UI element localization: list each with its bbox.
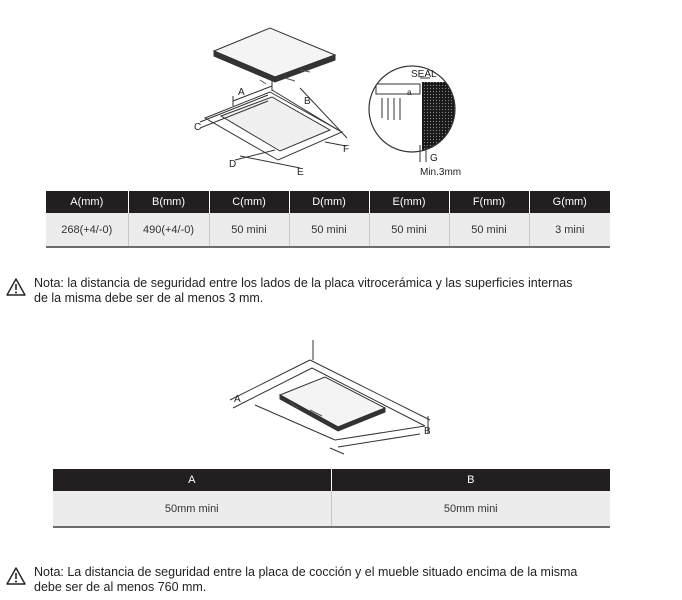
col-header-b: B(mm): [128, 191, 209, 213]
wall-clearance-diagram: [0, 330, 682, 460]
cell-b: 490(+4/-0): [128, 213, 209, 247]
table-row: [46, 213, 610, 247]
cutout-illustration: [200, 81, 350, 168]
col-header-a: A(mm): [46, 191, 128, 213]
cutout-dimensions-table: [46, 191, 610, 248]
note-2-line-1: Nota: La distancia de seguridad entre la placa de cocción y el mueble situado encima de la misma: [34, 565, 578, 579]
col-header-e: E(mm): [369, 191, 449, 213]
detail-a-label: a: [407, 88, 412, 97]
cell-d: 50 mini: [289, 213, 369, 247]
label-d: D: [229, 159, 237, 170]
warning-icon: [6, 278, 26, 296]
table-header-row: [53, 469, 610, 491]
cell-f: 50 mini: [449, 213, 529, 247]
min-3mm-label: Min.3mm: [420, 167, 462, 178]
cell-a: 268(+4/-0): [46, 213, 128, 247]
seal-label: SEAL: [411, 69, 437, 80]
col-header-b: B: [331, 469, 610, 491]
safety-note-1: [6, 276, 676, 308]
wall-clearance-table: [53, 469, 610, 528]
cell-e: 50 mini: [369, 213, 449, 247]
note-2-line-2: debe ser de al menos 760 mm.: [34, 580, 207, 594]
label-a-2: A: [234, 394, 241, 405]
note-1-line-1: Nota: la distancia de seguridad entre los lados de la placa vitrocerámica y las superficies internas: [34, 276, 573, 290]
label-e: E: [297, 167, 304, 178]
cell-a: 50mm mini: [53, 491, 331, 527]
warning-icon: [6, 567, 26, 585]
col-header-a: A: [53, 469, 331, 491]
cell-b: 50mm mini: [331, 491, 610, 527]
label-b: B: [304, 96, 311, 107]
table-header-row: [46, 191, 610, 213]
col-header-c: C(mm): [209, 191, 289, 213]
cell-g: 3 mini: [529, 213, 610, 247]
label-b-2: B: [424, 426, 431, 437]
installation-cutout-diagram: [0, 0, 682, 185]
label-c: C: [194, 122, 202, 133]
safety-note-2: [6, 565, 676, 597]
hob-illustration: [214, 28, 335, 84]
col-header-f: F(mm): [449, 191, 529, 213]
col-header-d: D(mm): [289, 191, 369, 213]
cell-c: 50 mini: [209, 213, 289, 247]
label-a: A: [238, 87, 245, 98]
note-1-line-2: de la misma debe ser de al menos 3 mm.: [34, 291, 264, 305]
label-f: F: [343, 144, 350, 155]
label-g: G: [430, 153, 438, 164]
table-row: [53, 491, 610, 527]
col-header-g: G(mm): [529, 191, 610, 213]
